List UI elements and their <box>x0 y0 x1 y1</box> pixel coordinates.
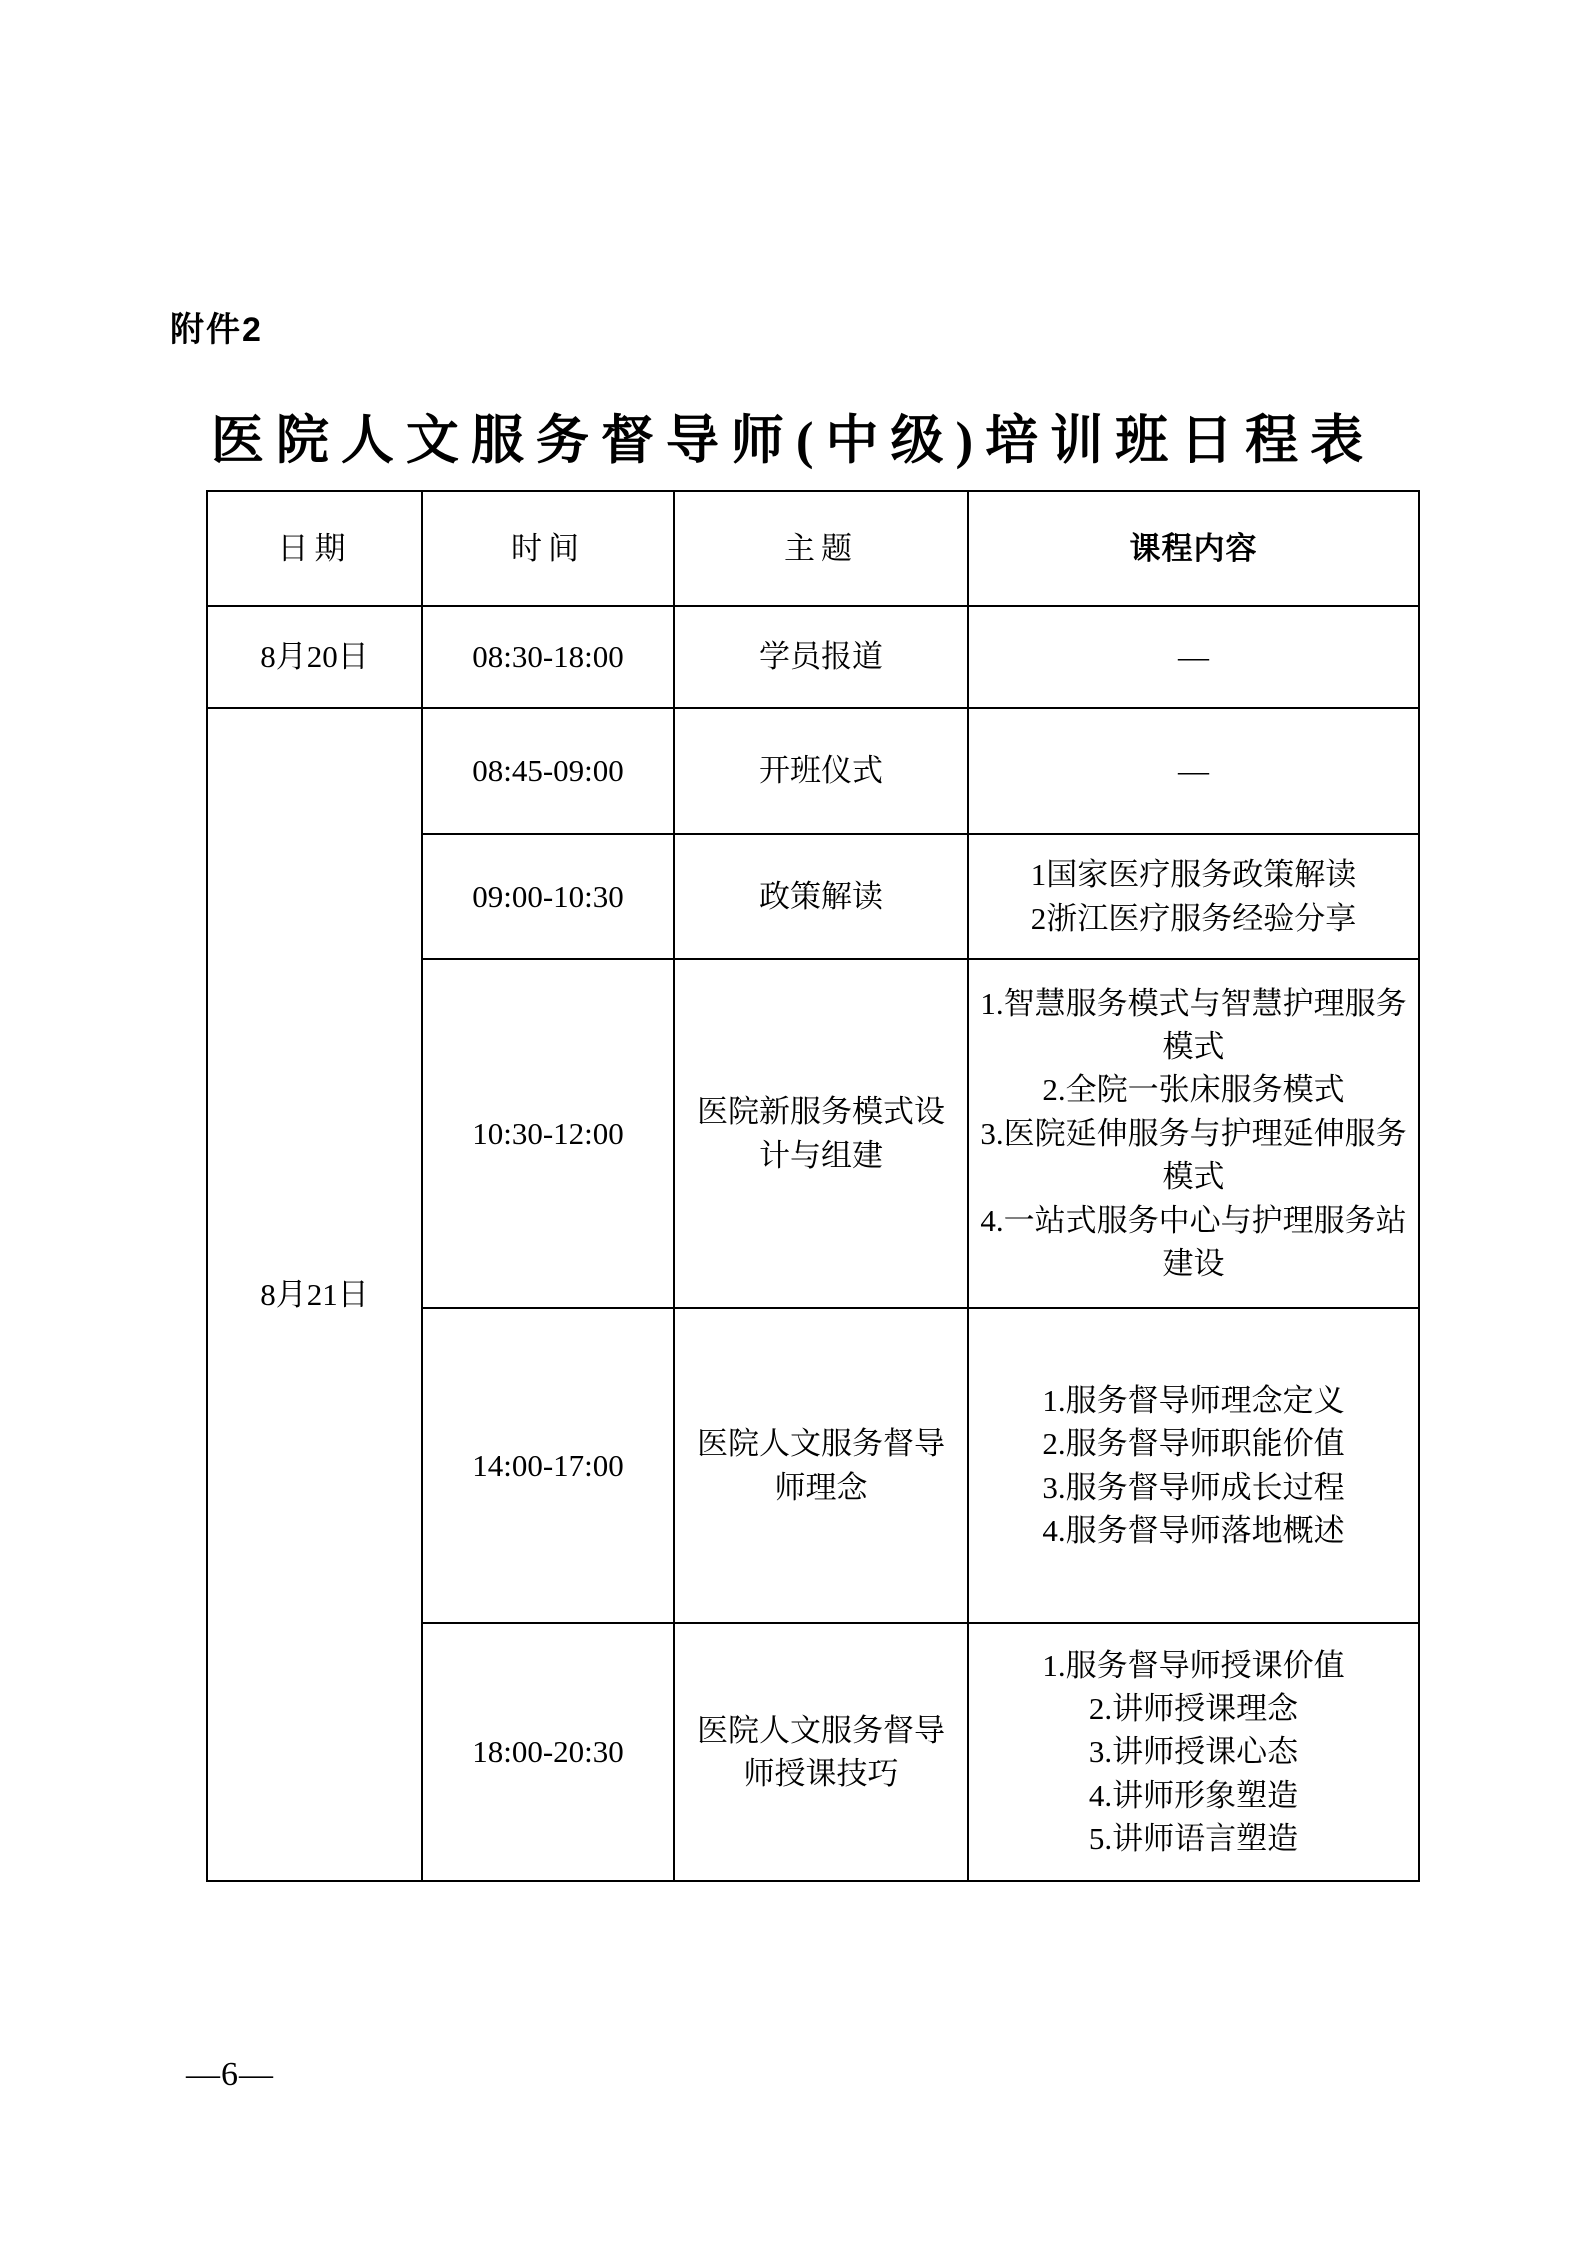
topic-cell: 医院人文服务督导师授课技巧 <box>674 1623 968 1881</box>
time-cell: 14:00-17:00 <box>422 1308 674 1623</box>
page-number: —6— <box>186 2056 274 2093</box>
content-item: 5.讲师语言塑造 <box>1088 1821 1299 1857</box>
time-cell: 08:45-09:00 <box>422 708 674 834</box>
content-item: 1.服务督导师理念定义 <box>1042 1382 1345 1418</box>
time-cell: 18:00-20:30 <box>422 1623 674 1881</box>
table-header-row <box>207 491 1419 606</box>
content-cell <box>968 1308 1419 1623</box>
date-cell: 8月20日 <box>207 606 422 708</box>
content-cell <box>968 834 1419 959</box>
attachment-label: 附件2 <box>170 311 263 349</box>
col-header-time: 时间 <box>422 491 674 606</box>
topic-cell: 医院人文服务督导师理念 <box>674 1308 968 1623</box>
content-item: 2.讲师授课理念 <box>1088 1690 1299 1726</box>
content-cell <box>968 1623 1419 1881</box>
page-title: 医院人文服务督导师(中级)培训班日程表 <box>210 412 1376 470</box>
content-item: 4.一站式服务中心与护理服务站建设 <box>980 1202 1407 1281</box>
content-item: 4.讲师形象塑造 <box>1088 1777 1299 1813</box>
content-cell: — <box>968 606 1419 708</box>
content-cell: — <box>968 708 1419 834</box>
content-item: 1国家医疗服务政策解读 <box>1030 857 1357 893</box>
table-row <box>207 606 1419 708</box>
content-item: 3.讲师授课心态 <box>1088 1734 1299 1770</box>
topic-cell: 医院新服务模式设计与组建 <box>674 959 968 1308</box>
content-item: 2.服务督导师职能价值 <box>1042 1426 1345 1462</box>
content-item: 2.全院一张床服务模式 <box>1042 1072 1345 1108</box>
topic-cell: 开班仪式 <box>674 708 968 834</box>
content-item: 3.服务督导师成长过程 <box>1042 1469 1345 1505</box>
col-header-content: 课程内容 <box>968 491 1419 606</box>
time-cell: 10:30-12:00 <box>422 959 674 1308</box>
schedule-table <box>206 490 1420 1882</box>
date-cell: 8月21日 <box>207 708 422 1881</box>
content-item: 3.医院延伸服务与护理延伸服务模式 <box>980 1115 1407 1195</box>
content-item: 4.服务督导师落地概述 <box>1042 1512 1345 1548</box>
col-header-topic: 主题 <box>674 491 968 606</box>
topic-cell: 政策解读 <box>674 834 968 959</box>
content-item: 2浙江医疗服务经验分享 <box>1030 900 1357 936</box>
time-cell: 08:30-18:00 <box>422 606 674 708</box>
col-header-date: 日期 <box>207 491 422 606</box>
topic-cell: 学员报道 <box>674 606 968 708</box>
table-row <box>207 708 1419 834</box>
content-cell <box>968 959 1419 1308</box>
content-item: 1.智慧服务模式与智慧护理服务模式 <box>980 985 1407 1065</box>
time-cell: 09:00-10:30 <box>422 834 674 959</box>
content-item: 1.服务督导师授课价值 <box>1042 1647 1345 1683</box>
